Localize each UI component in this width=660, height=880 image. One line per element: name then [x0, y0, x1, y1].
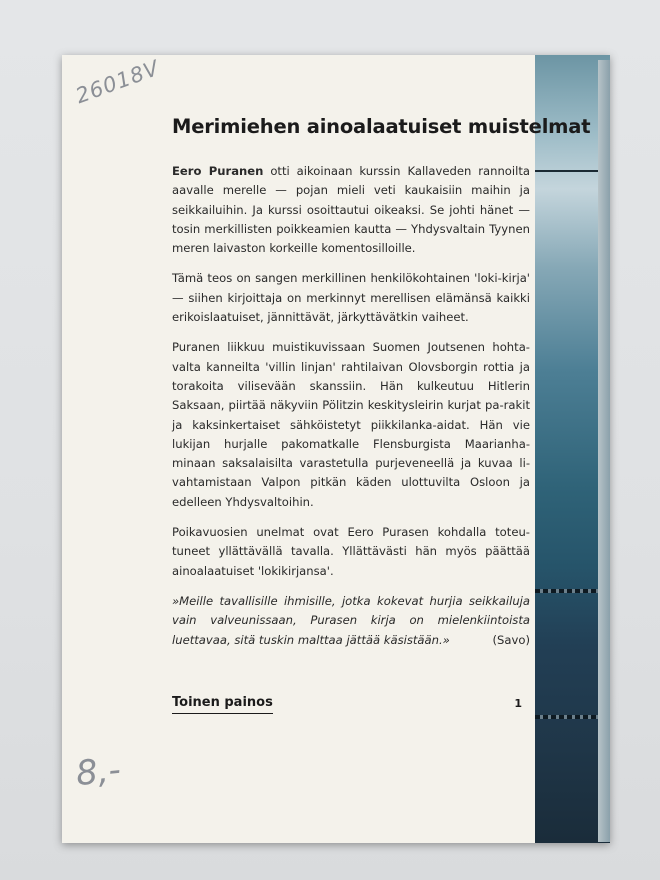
handwritten-price: 8,- [74, 749, 123, 795]
blurb-body [172, 162, 530, 650]
author-name: Eero Puranen [172, 164, 264, 178]
review-source: (Savo) [492, 632, 530, 647]
blurb-paragraph: Tämä teos on sangen merkillinen henkilökohtainen 'loki-kirja' — siihen kirjoittaja on merkinnyt merellisen elämänsä kaikki erikoislaatuiset, jännittävät, järkyttävätkin vaiheet. [172, 271, 530, 325]
review-quote [172, 592, 530, 650]
print-number: 1 [514, 697, 522, 710]
blurb-paragraph: Poikavuosien unelmat ovat Eero Purasen kohdalla toteu-tuneet yllättävällä tavalla. Yllättävästi hän myös päättää ainoalaatuiset 'lokikirjansa'. [172, 525, 530, 578]
blurb-text: otti aikoinaan kurssin Kallaveden rannoilta aavalle merelle — pojan mieli veti kaukaisiin maihin ja seikkailuihin. Ja kurssi osoittautui oikeaksi. Se johti hänet — tosin merkillisten poikkeamien kautta — Yhdysvaltain Tyynen meren laivaston korkeille komentosilloille. [172, 164, 530, 256]
cover-footer [172, 695, 522, 714]
blurb-paragraph [172, 162, 530, 258]
handwritten-note-top: 26018V [72, 55, 163, 109]
edition-label: Toinen painos [172, 695, 273, 714]
review-quote-text: »Meille tavallisille ihmisille, jotka kokevat hurjia seikkailuja vain valveunissaan, Purasen kirja on mielenkiintoista luettavaa, sitä tuskin malttaa jättää käsistään.» [172, 593, 530, 647]
blurb-paragraph: Puranen liikkuu muistikuvissaan Suomen Joutsenen hohta-valta kanneilta 'villin linjan' rahtilaivan Olovsborgin rottia ja torakoita vilisevään skanssiin. Hän kulkeutuu Hitlerin Saksaan, piirtää näkyviin Pölitzin keskitysleirin kurjat pa-rakit ja kaksinkertaiset sähköistetyt piikkilanka-aidat. Hän vie lukijan hurjalle pakomatkalle Flensburgista Maarianha-minaan saksalaisilta varastetulla purjeveneellä ja kuvaa li-vahtamistaan Valpon pitkän käden ulottuvilta Osloon ja edelleen Yhdysvaltoihin. [172, 340, 530, 509]
book-spine-edge [598, 60, 610, 842]
book-blurb-title: Merimiehen ainoalaatuiset muistelmat [172, 115, 591, 138]
